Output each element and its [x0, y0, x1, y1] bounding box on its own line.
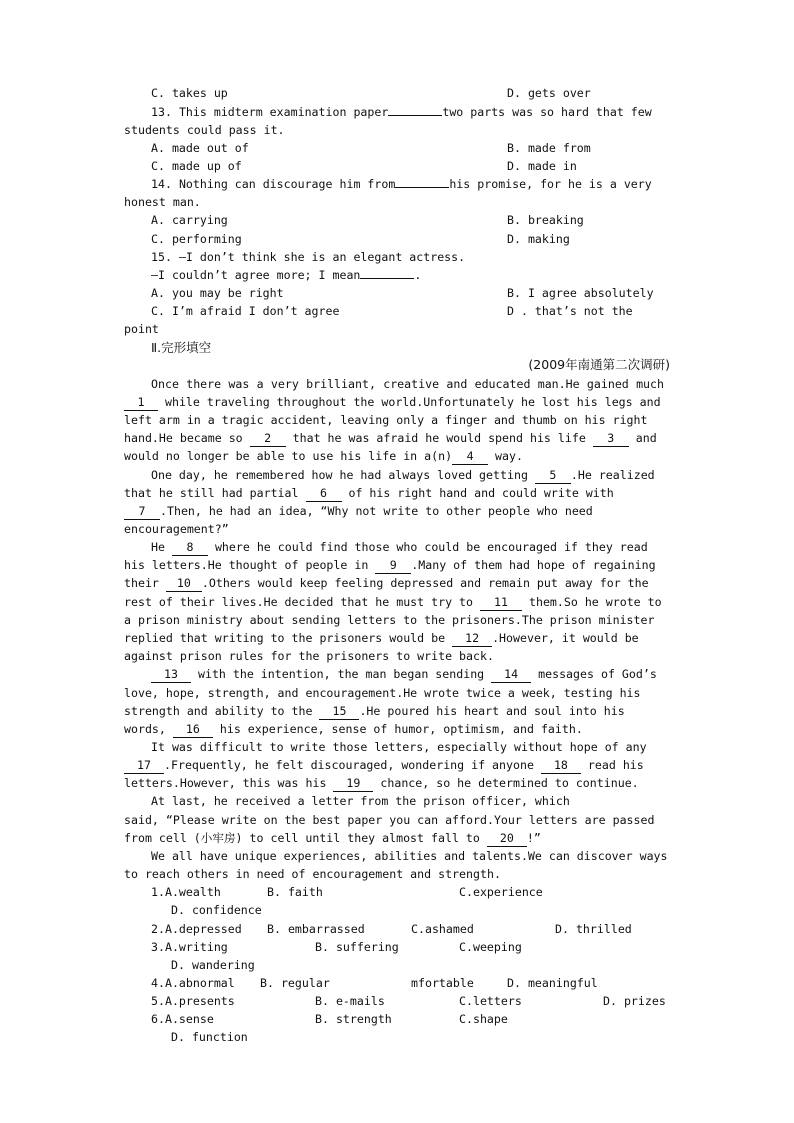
passage-line: that he still had partial 6 of his right hand and could write with	[124, 486, 614, 500]
option-5-c: C.letters	[459, 994, 522, 1008]
option-2-b: B. embarrassed	[267, 922, 365, 936]
q14-stem: 14. Nothing can discourage him from his promise, for he is a very	[151, 177, 652, 191]
passage-line: It was difficult to write those letters, especially without hope of any	[151, 740, 647, 754]
blank-12[interactable]: 12	[452, 631, 492, 647]
q15-stem: 15. —I don’t think she is an elegant actress.	[151, 250, 466, 264]
option-3-b: B. suffering	[315, 940, 399, 954]
option-6-c: C.shape	[459, 1012, 508, 1026]
blank-20[interactable]: 20	[487, 831, 527, 847]
q13-option-b: B. made from	[507, 141, 591, 155]
passage-line: 1 while traveling throughout the world.Unfortunately he lost his legs and	[124, 393, 664, 411]
passage-line: 17 .Frequently, he felt discouraged, wondering if anyone 18 read his	[124, 756, 672, 774]
passage-line: his letters.He thought of people in 9 .Many of them had hope of regaining	[124, 558, 656, 572]
option-5-a: 5.A.presents	[151, 994, 235, 1008]
passage-line: At last, he received a letter from the prison officer, which	[151, 794, 570, 808]
blank-1[interactable]: 1	[124, 395, 158, 411]
blank-16[interactable]: 16	[173, 722, 213, 738]
passage-line: encouragement?”	[124, 522, 229, 536]
q15-option-d-cont: point	[124, 322, 159, 336]
option-3-d: D. wandering	[171, 958, 255, 972]
option-4-d: D. meaningful	[507, 976, 598, 990]
passage-line: left arm in a tragic accident, leaving only a finger and thumb on his right	[124, 413, 648, 427]
option-2-a: 2.A.depressed	[151, 922, 242, 936]
option-2-d: D. thrilled	[555, 922, 632, 936]
q15-option-d: D . that’s not the	[507, 304, 633, 318]
passage-line: words, 16 his experience, sense of humor, optimism, and faith.	[124, 722, 583, 736]
blank-10[interactable]: 10	[166, 576, 202, 592]
passage-line: replied that writing to the prisoners would be 12 .However, it would be	[124, 631, 639, 645]
passage-line: their 10 .Others would keep feeling depressed and remain put away for the	[124, 576, 649, 590]
blank-4[interactable]: 4	[452, 449, 488, 465]
option-4-a: 4.A.abnormal	[151, 976, 235, 990]
section-title: Ⅱ.完形填空	[151, 340, 212, 355]
q14-option-b: B. breaking	[507, 213, 584, 227]
q12-option-c: C. takes up	[151, 86, 228, 100]
blank-9[interactable]: 9	[375, 558, 411, 574]
q13-stem: 13. This midterm examination paper two parts was so hard that few	[151, 105, 652, 119]
passage-line: We all have unique experiences, abilities and talents.We can discover ways	[151, 849, 668, 863]
passage-line: Once there was a very brilliant, creative and educated man.He gained much	[151, 377, 664, 391]
blank-5[interactable]: 5	[535, 468, 571, 484]
q15-option-b: B. I agree absolutely	[507, 286, 654, 300]
option-6-a: 6.A.sense	[151, 1012, 214, 1026]
passage-line: said, “Please write on the best paper you can afford.Your letters are passed	[124, 813, 655, 827]
option-6-d: D. function	[171, 1030, 248, 1044]
option-4-c: mfortable	[411, 976, 474, 990]
q14-stem-cont: honest man.	[124, 195, 201, 209]
passage-line: letters.However, this was his 19 chance, so he determined to continue.	[124, 776, 639, 790]
passage-line: He 8 where he could find those who could be encouraged if they read	[151, 540, 648, 554]
passage-line: against prison rules for the prisoners to write back.	[124, 649, 494, 663]
option-1-b: B. faith	[267, 885, 323, 899]
q12-option-d: D. gets over	[507, 86, 591, 100]
passage-line: a prison ministry about sending letters to the prisoners.The prison minister	[124, 613, 655, 627]
option-3-a: 3.A.writing	[151, 940, 228, 954]
blank-2[interactable]: 2	[250, 431, 286, 447]
blank-15[interactable]: 15	[319, 704, 359, 720]
blank-11[interactable]: 11	[480, 595, 522, 611]
passage-line: rest of their lives.He decided that he must try to 11 them.So he wrote to	[124, 595, 662, 609]
section-source: (2009年南通第二次调研)	[528, 357, 670, 372]
q13-option-c: C. made up of	[151, 159, 242, 173]
passage-line: love, hope, strength, and encouragement.He wrote twice a week, testing his	[124, 686, 641, 700]
q15-option-a: A. you may be right	[151, 286, 284, 300]
passage-line: strength and ability to the 15 .He poured his heart and soul into his	[124, 704, 625, 718]
q13-option-d: D. made in	[507, 159, 577, 173]
passage-line: One day, he remembered how he had always loved getting 5 .He realized	[151, 468, 655, 482]
q14-option-d: D. making	[507, 232, 570, 246]
q14-option-a: A. carrying	[151, 213, 228, 227]
blank-14[interactable]: 14	[491, 667, 531, 683]
blank-19[interactable]: 19	[333, 776, 373, 792]
passage-line: 7 .Then, he had an idea, “Why not write to other people who need	[124, 502, 672, 520]
passage-line: to reach others in need of encouragement and strength.	[124, 867, 501, 881]
q13-stem-cont: students could pass it.	[124, 123, 285, 137]
option-5-b: B. e-mails	[315, 994, 385, 1008]
passage-line: would no longer be able to use his life in a(n) 4 way.	[124, 449, 523, 463]
blank-13[interactable]: 13	[151, 667, 191, 683]
option-2-c: C.ashamed	[411, 922, 474, 936]
blank-3[interactable]: 3	[593, 431, 629, 447]
blank-7[interactable]: 7	[124, 504, 160, 520]
option-1-d: D. confidence	[171, 903, 262, 917]
option-4-b: B. regular	[260, 976, 330, 990]
q15-option-c: C. I’m afraid I don’t agree	[151, 304, 340, 318]
passage-line: 13 with the intention, the man began sending 14 messages of God’s	[151, 665, 699, 683]
q13-option-a: A. made out of	[151, 141, 249, 155]
option-1-a: 1.A.wealth	[151, 885, 221, 899]
q15-dialogue: —I couldn’t agree more; I mean .	[151, 268, 422, 282]
blank-8[interactable]: 8	[172, 540, 208, 556]
option-6-b: B. strength	[315, 1012, 392, 1026]
blank-17[interactable]: 17	[124, 758, 164, 774]
blank-18[interactable]: 18	[541, 758, 581, 774]
passage-line: from cell (小牢房) to cell until they almost fall to 20 !”	[124, 831, 541, 845]
option-3-c: C.weeping	[459, 940, 522, 954]
passage-line: hand.He became so 2 that he was afraid he would spend his life 3 and	[124, 431, 657, 445]
option-5-d: D. prizes	[603, 994, 666, 1008]
option-1-c: C.experience	[459, 885, 543, 899]
q14-option-c: C. performing	[151, 232, 242, 246]
blank-6[interactable]: 6	[306, 486, 342, 502]
